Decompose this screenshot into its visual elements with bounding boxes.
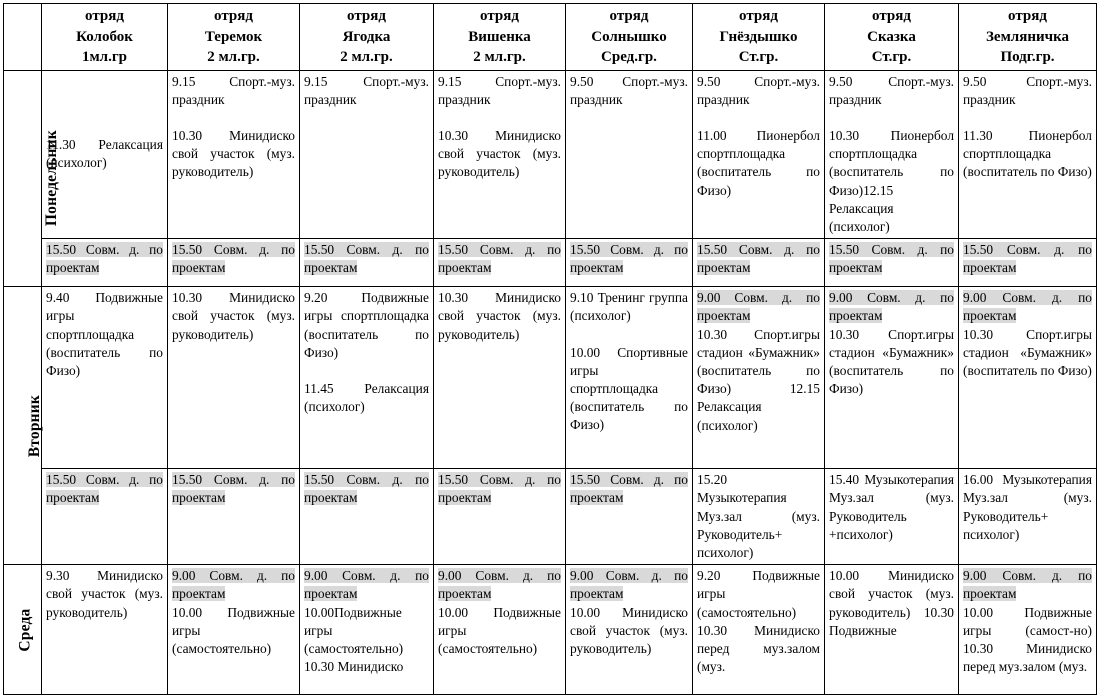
activity-text: 10.30 Спорт.игры стадион «Бумажник» (воспитатель по Физо) (963, 326, 1092, 378)
day-label-cell (4, 565, 42, 695)
cell-gnezdyshko (693, 70, 825, 239)
project-activity: 15.50 Совм. д. по проектам (172, 472, 295, 506)
day-label-cell (4, 287, 42, 565)
project-activity: 9.00 Совм. д. по проектам (570, 568, 688, 602)
cell-yagodka (300, 565, 434, 695)
project-activity: 9.00 Совм. д. по проектам (963, 568, 1092, 602)
cell-skazka (825, 469, 959, 565)
cell-skazka (825, 70, 959, 239)
activity-text: 9.50 Спорт.-муз. праздник (963, 73, 1092, 107)
activity-text: 10.30 Минидиско свой участок (муз. руководитель) (172, 127, 295, 180)
activity-text: 10.00 Подвижные игры (самостоятельно) (438, 604, 561, 656)
cell-gnezdyshko (693, 469, 825, 565)
activity-text: 9.10 Тренинг группа (психолог) (570, 290, 688, 324)
project-activity: 15.50 Совм. д. по проектам (570, 242, 688, 276)
cell-skazka (825, 287, 959, 469)
schedule-row (4, 469, 1097, 565)
project-activity: 9.00 Совм. д. по проектам (963, 290, 1092, 324)
activity-text: 10.30 Спорт.игры стадион «Бумажник» (воспитатель по Физо) (829, 326, 954, 397)
activity-text: 10.30 Минидиско свой участок (муз. руководитель) (172, 290, 295, 342)
cell-vishenka (434, 70, 566, 239)
cell-yagodka (300, 469, 434, 565)
cell-solnyshko (566, 239, 693, 287)
schedule-row (4, 70, 1097, 239)
activity-text: 9.50 Спорт.-муз. праздник (697, 73, 820, 107)
activity-text: 10.00 Подвижные игры (самост-но) 10.30 Минидиско перед муз.залом (муз. (963, 604, 1092, 675)
activity-text: 9.15 Спорт.-муз. праздник (304, 73, 429, 107)
activity-text: 9.30 Минидиско свой участок (муз. руководитель) (46, 568, 163, 620)
day-label: Среда (16, 608, 34, 652)
project-activity: 15.50 Совм. д. по проектам (172, 242, 295, 276)
activity-text: 10.00Подвижные игры (самостоятельно) 10.30 Минидиско (304, 604, 404, 675)
header-row (4, 4, 1097, 71)
header-gnezdyshko: отряд Гнёздышко Ст.гр. (693, 4, 825, 71)
activity-text: 15.40 Музыкотерапия Муз.зал (муз. Руководитель +психолог) (829, 472, 954, 542)
cell-vishenka (434, 469, 566, 565)
project-activity: 15.50 Совм. д. по проектам (46, 242, 163, 276)
schedule-row (4, 287, 1097, 469)
cell-teremok (168, 565, 300, 695)
cell-skazka (825, 239, 959, 287)
project-activity: 9.00 Совм. д. по проектам (438, 568, 561, 602)
activity-text: 11.00 Пионербол спортплощадка (воспитатель по Физо) (697, 127, 820, 198)
cell-zemlyanichka (959, 469, 1097, 565)
activity-text: 9.50 Спорт.-муз. праздник (570, 73, 688, 107)
project-activity: 9.00 Совм. д. по проектам (304, 568, 429, 602)
cell-kolobok (42, 469, 168, 565)
cell-teremok (168, 287, 300, 469)
cell-skazka (825, 565, 959, 695)
project-activity: 15.50 Совм. д. по проектам (438, 472, 561, 506)
schedule-row (4, 239, 1097, 287)
activity-text: 10.00 Подвижные игры (самостоятельно) (172, 604, 295, 656)
cell-gnezdyshko (693, 287, 825, 469)
schedule-table (3, 3, 1097, 695)
header-skazka: отряд Сказка Ст.гр. (825, 4, 959, 71)
cell-gnezdyshko (693, 565, 825, 695)
activity-text: 11.30 Релаксация (психолог) (46, 137, 163, 171)
cell-solnyshko (566, 70, 693, 239)
cell-zemlyanichka (959, 239, 1097, 287)
cell-kolobok (42, 239, 168, 287)
activity-text: 9.40 Подвижные игры спортплощадка (воспитатель по Физо) (46, 290, 163, 378)
project-activity: 15.50 Совм. д. по проектам (570, 472, 688, 506)
activity-text: 10.30 Минидиско свой участок (муз. руководитель) (438, 290, 561, 342)
cell-solnyshko (566, 565, 693, 695)
activity-text: 9.50 Спорт.-муз. праздник (829, 73, 954, 107)
day-label: Понедельник (42, 130, 60, 227)
project-activity: 9.00 Совм. д. по проектам (697, 290, 820, 324)
cell-yagodka (300, 70, 434, 239)
cell-kolobok (42, 287, 168, 469)
cell-solnyshko (566, 469, 693, 565)
cell-yagodka (300, 287, 434, 469)
activity-text: 9.15 Спорт.-муз. праздник (438, 73, 561, 107)
cell-vishenka (434, 239, 566, 287)
schedule-row (4, 565, 1097, 695)
project-activity: 15.50 Совм. д. по проектам (438, 242, 561, 276)
activity-text: 10.30 Минидиско свой участок (муз. руководитель) (438, 127, 561, 180)
activity-text: 10.30 Пионербол спортплощадка (воспитатель по Физо)12.15 Релаксация (психолог) (829, 127, 954, 234)
project-activity: 15.50 Совм. д. по проектам (304, 472, 429, 506)
cell-vishenka (434, 287, 566, 469)
project-activity: 9.00 Совм. д. по проектам (172, 568, 295, 602)
cell-teremok (168, 469, 300, 565)
project-activity: 15.50 Совм. д. по проектам (697, 242, 820, 276)
corner-cell (4, 4, 42, 71)
project-activity: 15.50 Совм. д. по проектам (963, 242, 1092, 276)
activity-text: 10.00 Минидиско свой участок (муз. руководитель) 10.30 Подвижные (829, 568, 954, 638)
cell-vishenka (434, 565, 566, 695)
cell-teremok (168, 239, 300, 287)
project-activity: 15.50 Совм. д. по проектам (46, 472, 163, 506)
activity-text: 15.20 Музыкотерапия Муз.зал (муз. Руководитель+ психолог) (697, 472, 820, 560)
header-teremok: отряд Теремок 2 мл.гр. (168, 4, 300, 71)
project-activity: 9.00 Совм. д. по проектам (829, 290, 954, 324)
project-activity: 15.50 Совм. д. по проектам (829, 242, 954, 276)
cell-kolobok (42, 565, 168, 695)
cell-gnezdyshko (693, 239, 825, 287)
cell-zemlyanichka (959, 70, 1097, 239)
activity-text: 9.20 Подвижные игры спортплощадка (воспитатель по Физо) (304, 290, 429, 360)
activity-text: 10.00 Минидиско свой участок (муз. руководитель) (570, 604, 688, 656)
activity-text: 9.20 Подвижные игры (самостоятельно) 10.30 Минидиско перед муз.залом (муз. (697, 568, 820, 675)
cell-yagodka (300, 239, 434, 287)
project-activity: 15.50 Совм. д. по проектам (304, 242, 429, 276)
header-solnyshko: отряд Солнышко Сред.гр. (566, 4, 693, 71)
activity-text: 10.00 Спортивные игры спортплощадка (воспитатель по Физо) (570, 344, 688, 433)
header-kolobok: отряд Колобок 1мл.гр (42, 4, 168, 71)
activity-text: 16.00 Музыкотерапия Муз.зал (муз. Руководитель+ психолог) (963, 472, 1092, 542)
cell-teremok (168, 70, 300, 239)
header-yagodka: отряд Ягодка 2 мл.гр. (300, 4, 434, 71)
activity-text: 10.30 Спорт.игры стадион «Бумажник» (воспитатель по Физо) 12.15 Релаксация (психолог) (697, 326, 820, 433)
cell-zemlyanichka (959, 287, 1097, 469)
activity-text: 9.15 Спорт.-муз. праздник (172, 73, 295, 107)
header-vishenka: отряд Вишенка 2 мл.гр. (434, 4, 566, 71)
cell-solnyshko (566, 287, 693, 469)
header-zemlyanichka: отряд Земляничка Подг.гр. (959, 4, 1097, 71)
day-label: Вторник (26, 394, 44, 457)
day-label-cell (4, 70, 60, 287)
activity-text: 11.30 Пионербол спортплощадка (воспитатель по Физо) (963, 127, 1092, 180)
cell-zemlyanichka (959, 565, 1097, 695)
activity-text: 11.45 Релаксация (психолог) (304, 380, 429, 415)
